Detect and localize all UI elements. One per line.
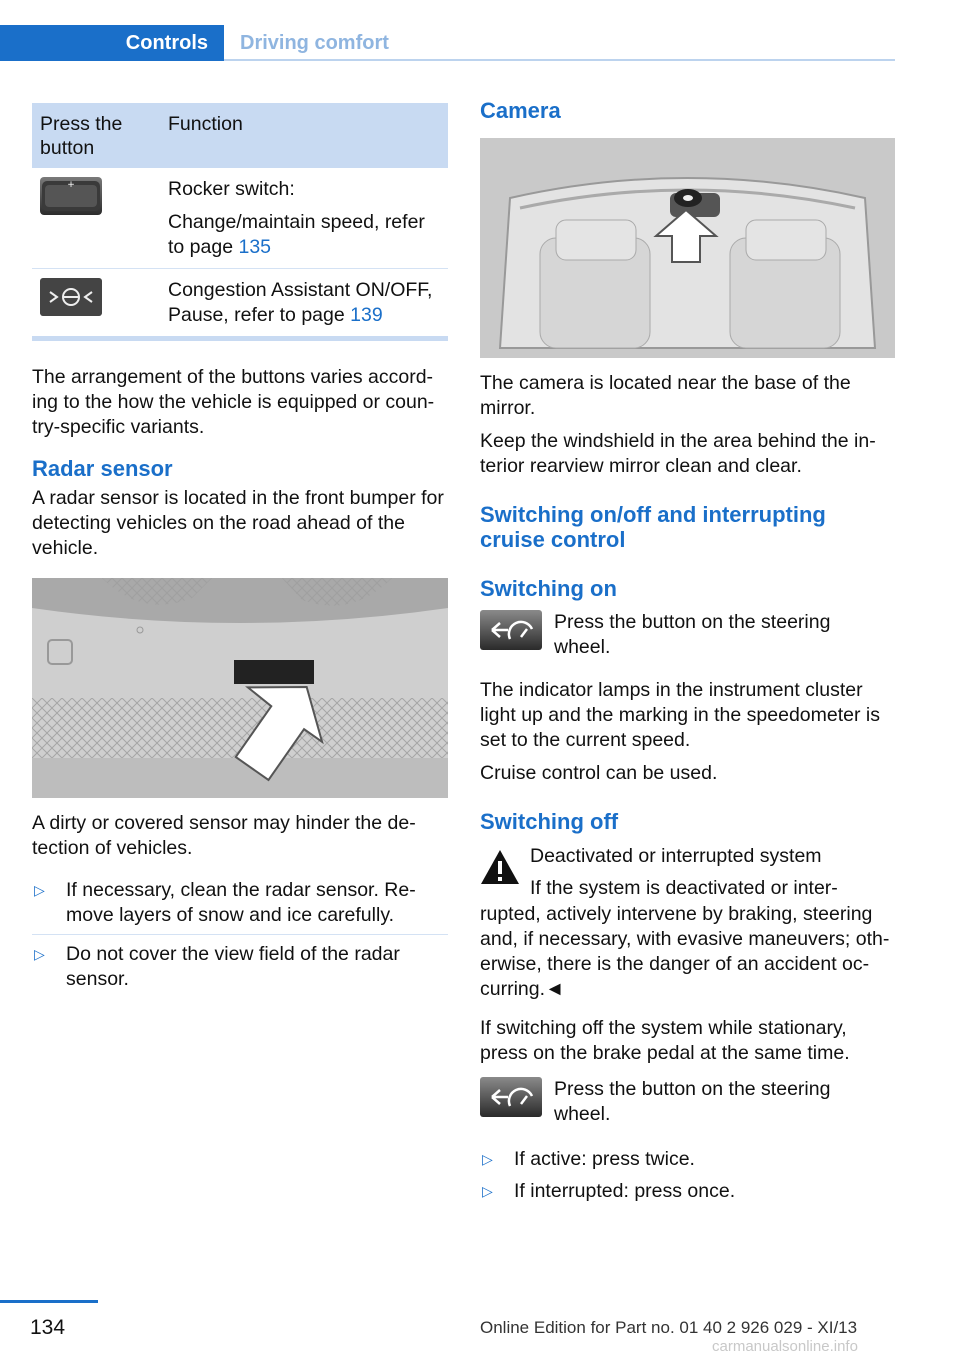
congestion-assistant-desc: Congestion Assistant ON/OFF, Pause, refer to page — [168, 279, 433, 326]
list-item: ▷ If necessary, clean the radar sensor. Re-move layers of snow and ice carefully. — [32, 878, 448, 928]
cruise-usable-text: Cruise control can be used. — [480, 762, 718, 784]
watermark: carmanualsonline.info — [712, 1338, 858, 1355]
camera-location-text: The camera is located near the base of the mirror. — [480, 372, 851, 419]
page-number-rule — [0, 1300, 98, 1303]
rocker-switch-desc: Change/maintain speed, refer to page — [168, 211, 425, 258]
left-column — [32, 103, 448, 992]
header-rule — [224, 59, 895, 61]
warning-title: Deactivated or interrupted system — [530, 845, 822, 867]
rocker-switch-label: Rocker switch: — [168, 178, 295, 200]
dirty-sensor-text: A dirty or covered sensor may hinder the de-tection of vehicles. — [32, 812, 416, 859]
table-header-function: Function — [160, 103, 448, 168]
triangle-bullet-icon: ▷ — [34, 946, 45, 962]
switching-off-heading: Switching off — [480, 809, 619, 834]
table-header-button: Press the button — [32, 103, 160, 168]
rocker-switch-icon — [40, 177, 102, 215]
cruise-control-button-icon — [480, 1077, 542, 1117]
page-ref-link[interactable]: 139 — [350, 304, 383, 326]
stationary-text: If switching off the system while stationary, press on the brake pedal at the same time. — [480, 1017, 850, 1064]
indicator-text: The indicator lamps in the instrument cluster light up and the marking in the speedometer is set to the current speed. — [480, 679, 880, 751]
table-header-row — [32, 103, 448, 168]
triangle-bullet-icon: ▷ — [482, 1183, 493, 1199]
cruise-control-button-icon — [480, 610, 542, 650]
svg-text:+: + — [67, 180, 75, 190]
list-item: ▷ Do not cover the view field of the radar sensor. — [34, 943, 400, 990]
radar-sensor-text: A radar sensor is located in the front bumper for detecting vehicles on the road ahead of the vehicle. — [32, 487, 444, 559]
edition-text: Online Edition for Part no. 01 40 2 926 029 - XI/13 — [480, 1318, 858, 1337]
page-number: 134 — [30, 1316, 66, 1339]
table-row — [32, 269, 448, 339]
switching-off-bullets — [480, 1147, 895, 1204]
table-row — [32, 168, 448, 269]
switching-off-instruction — [480, 1077, 895, 1127]
list-item: ▷ If interrupted: press once. — [482, 1180, 736, 1202]
right-column — [480, 98, 895, 1204]
warning-text-line1: If the system is deactivated or inter- — [530, 877, 838, 899]
warning-triangle-icon — [480, 848, 520, 891]
camera-clean-text: Keep the windshield in the area behind the in-terior rearview mirror clean and clear. — [480, 430, 876, 477]
radar-bullets — [32, 878, 448, 992]
switching-heading: Switching on/off and interrupting cruise control — [480, 502, 826, 552]
congestion-assistant-icon — [40, 278, 102, 316]
switching-off-text: Press the button on the steering wheel. — [554, 1078, 831, 1125]
radar-sensor-image — [32, 578, 448, 798]
switching-on-instruction — [480, 610, 895, 660]
triangle-bullet-icon: ▷ — [482, 1151, 493, 1167]
warning-block — [480, 844, 895, 902]
switching-on-text: Press the button on the steering wheel. — [554, 611, 831, 658]
camera-image — [480, 138, 895, 358]
page-header — [0, 0, 895, 62]
switching-on-heading: Switching on — [480, 576, 617, 601]
triangle-bullet-icon: ▷ — [34, 882, 45, 898]
section-tab[interactable]: Controls — [0, 25, 224, 61]
radar-sensor-heading: Radar sensor — [32, 456, 173, 481]
button-function-table — [32, 103, 448, 341]
list-item: ▷ If active: press twice. — [482, 1148, 695, 1170]
camera-heading: Camera — [480, 98, 561, 123]
warning-text-rest: rupted, actively intervene by braking, steering and, if necessary, with evasive maneuvers; oth-erwise, there is the danger of an accident oc-curring.◄ — [480, 903, 890, 1000]
arrangement-text: The arrangement of the buttons varies accord-ing to the how the vehicle is equipped or coun-try-specific variants. — [32, 366, 435, 438]
subsection-tab[interactable]: Driving comfort — [240, 32, 389, 54]
page-ref-link[interactable]: 135 — [238, 236, 272, 258]
